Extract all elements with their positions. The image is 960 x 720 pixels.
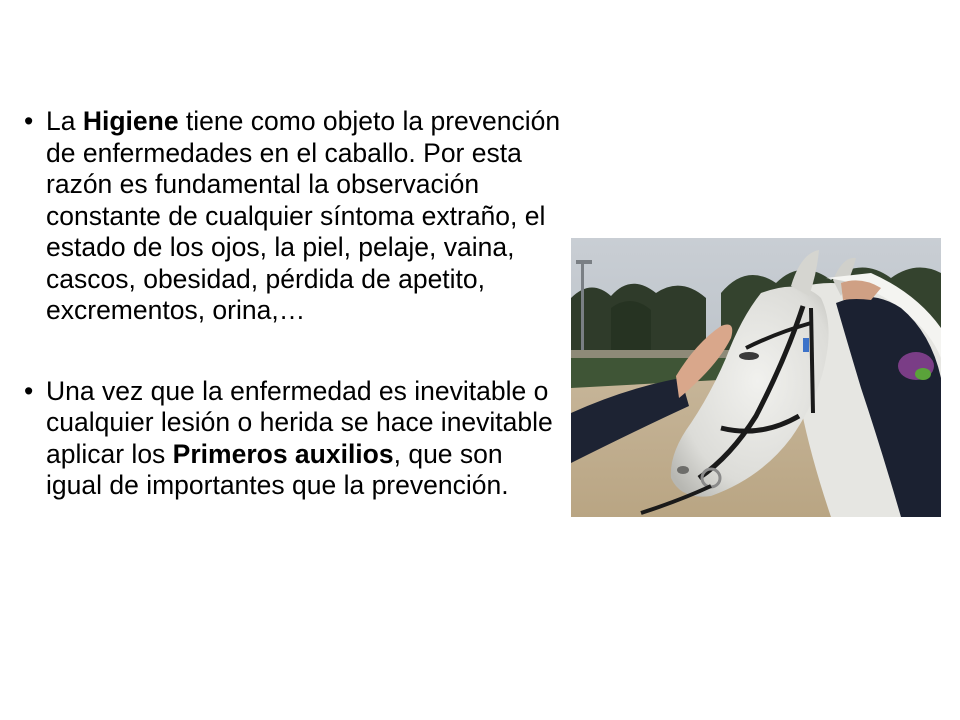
bullet-list [24, 106, 564, 502]
bullet-keyword-higiene: Higiene [82, 106, 179, 136]
bullet-text-post: , que son igual de importantes que la prevención. [46, 438, 509, 500]
bullet-text-pre: La [46, 106, 83, 136]
bullet-primeros-auxilios [24, 376, 564, 502]
bullet-keyword-primeros-auxilios: Primeros auxilios [172, 438, 394, 469]
bullet-marker: • [24, 375, 34, 406]
bullet-text-pre: Una vez que la enfermedad es inevitable o cualquier lesión o herida se hace inevitable aplicar los [46, 375, 553, 469]
horse-photo [571, 238, 941, 517]
horse-photo-illustration [571, 238, 941, 517]
bullet-marker: • [24, 106, 34, 136]
bullet-text-post: tiene como objeto la prevención de enfermedades en el caballo. Por esta razón es fundamental la observación constante de cualquier síntoma extraño, el estado de los ojos, la piel, pelaje, vaina, cascos, obesidad, pérdida de apetito, excrementos, orina,… [46, 106, 561, 325]
bullet-higiene [24, 106, 564, 327]
